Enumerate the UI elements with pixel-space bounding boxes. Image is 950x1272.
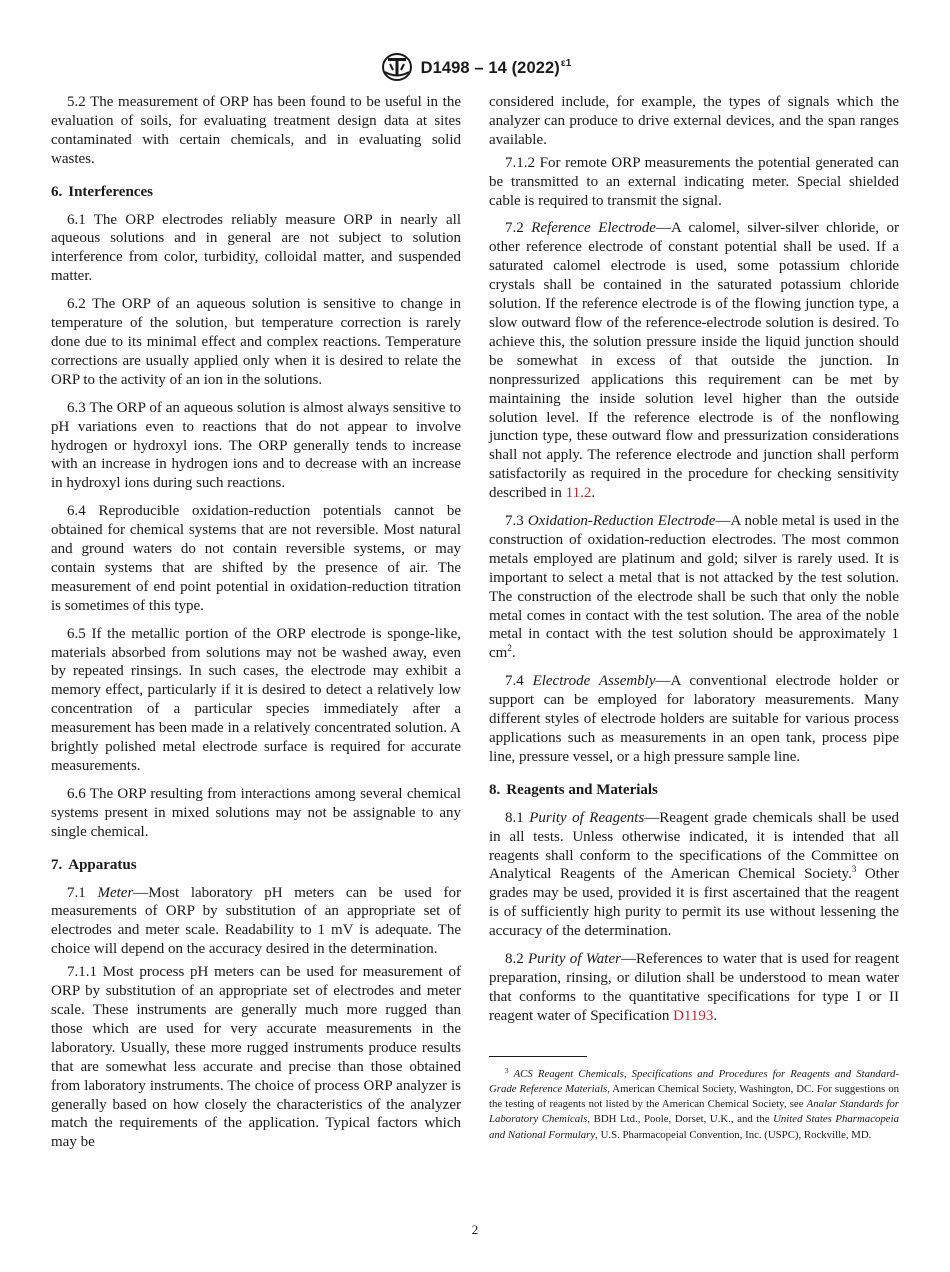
page-header [0,52,950,82]
page-number: 2 [471,1222,479,1237]
section-8-heading: 8. Reagents and Materials [489,781,658,798]
paragraph-7-2: 7.2 Reference Electrode—A calomel, silver-silver chloride, or other reference electrode of constant potential shall be used. If a saturated calomel electrode is used, some potassium chloride crystals shall be contained in the saturated potassium chloride solution. If the reference electrode is of the flowing junction type, a slow outward flow of the reference-electrode solution is desired. To achieve this, the solution pressure inside the liquid junction should be somewhat in excess of that outside the junction. In nonpressurized applications this requirement can be met by maintaining the inside solution level higher than the outside solution level. If the reference electrode is of the nonflowing junction type, these outward flow and pressurization considerations shall not apply. The reference electrode and junction shall perform satisfactorily as required in the procedure for checking sensitivity described in 11.2. [489,220,900,502]
section-6-heading: 6. Interferences [51,183,153,200]
astm-logo-icon [379,52,415,82]
paragraph-7-1-1-continued: considered include, for example, the types of signals which the analyzer can produce to drive external devices, and the span ranges available. [489,94,899,148]
paragraph-6-6: 6.6 The ORP resulting from interactions among several chemical systems present in mixed solutions may not be assignable to any single chemical. [51,785,461,840]
paragraph-7-1: 7.1 Meter—Most laboratory pH meters can be used for measurements of ORP by substitution of an appropriate set of electrodes and meter scale. Readability to 1 mV is adequate. The choice will depend on the accuracy desired in the determination. [51,884,462,958]
standard-designation: D1498 – 14 $(2022)^{\varepsilon 1}$ [420,58,572,77]
paragraph-7-1-2: 7.1.2 For remote ORP measurements the potential generated can be transmitted to an external indicating meter. Special shielded cable is required to transmit the signal. [489,154,899,209]
paragraph-8-1: 8.1 Purity of Reagents—Reagent grade chemicals shall be used in all tests. Unless otherwise indicated, it is intended that all reagents shall conform to the specifications of the Committee on Analytical Reagents of the American Chemical Society.$^3$ Other grades may be used, provided it is first ascertained that the reagent is of sufficiently high purity to permit its use without lessening the accuracy of the determination. [489,809,899,940]
footnote-3-marker[interactable]: 3 [851,864,857,875]
paragraph-7-4: 7.4 Electrode Assembly—A conventional electrode holder or support can be employed for laboratory measurements. Many different styles of electrode holders are suitable for various process applications such as measurements in an open tank, process pipe line, pressure vessel, or a high pressure sample line. [489,673,900,765]
paragraph-7-1-1: 7.1.1 Most process pH meters can be used for measurement of ORP by substitution of an appropriate set of electrodes and meter scale. These instruments are generally much more rugged than those which are used for very accurate measurements in the laboratory. Usually, these more rugged instruments produce results that are somewhat less accurate and precise than those obtained from laboratory instruments. The choice of process ORP analyzer is generally based on how closely the characteristics of the analyzer match the requirements of the application. Typical factors which may be [51,964,461,1151]
edition-mark: ε1 [560,58,572,69]
paragraph-6-3: 6.3 The ORP of an aqueous solution is almost always sensitive to pH variations even to reactions that do not appear to involve hydrogen or hydroxyl ions. The ORP generally tends to increase with an increase in hydrogen ions and to decrease with an increase in hydroxyl ions during such reactions. [51,399,461,492]
link-d1193[interactable]: D1193 [673,1007,714,1024]
footnote-3: $^3$ ACS Reagent Chemicals, Specifications and Procedures for Reagents and Standard-Grade Reference Materials, American Chemical Society, Washington, DC. For suggestions on the testing of reagents not listed by the American Chemical Society, see Analar Standards for Laboratory Chemicals, BDH Ltd., Poole, Dorset, U.K., and the United States Pharmacopeia and National Formulary, U.S. Pharmacopeial Convention, Inc. (USPC), Rockville, MD. [489,1066,900,1141]
paragraph-6-5: 6.5 If the metallic portion of the ORP electrode is sponge-like, materials absorbed from solutions may not be washed away, even by repeated rinsings. In such cases, the electrode may exhibit a memory effect, particularly if it is desired to detect a relatively low concentration of a particular species immediately after a measurement has been made in a relatively concentrated solution. A brightly polished metal electrode surface is required for accurate measurements. [51,625,461,774]
paragraph-6-4: 6.4 Reproducible oxidation-reduction potentials cannot be obtained for chemical systems that are not reversible. Most natural and ground waters do not contain reversible systems, or may contain systems that are shifted by the presence of air. The measurement of end point potential in oxidation-reduction titration is sometimes of this type. [51,503,461,614]
section-7-heading: 7. Apparatus [51,856,137,873]
right-column [489,93,899,1152]
paragraph-6-2: 6.2 The ORP of an aqueous solution is sensitive to change in temperature of the solution, but temperature correction is rarely done due to its minimal effect and complex reactions. Temperature corrections are usually applied only when it is desired to relate the ORP to the activity of an ion in the solutions. [51,296,461,388]
link-section-11-2[interactable]: 11.2 [565,485,592,502]
left-column [51,93,461,1161]
paragraph-6-1: 6.1 The ORP electrodes reliably measure ORP in nearly all aqueous solutions and in general are not subject to solution interference from color, turbidity, colloidal matter, and suspended matter. [51,211,461,285]
footnote-divider [489,1056,587,1057]
paragraph-5-2: 5.2 The measurement of ORP has been found to be useful in the evaluation of soils, for evaluating treatment design data at sites contaminated with certain chemicals, and in evaluating solid wastes. [51,94,461,167]
paragraph-7-3: 7.3 Oxidation-Reduction Electrode—A noble metal is used in the construction of oxidation-reduction electrodes. The most common metals employed are platinum and gold; silver is rarely used. It is important to select a metal that is not attacked by the test solution. The construction of the electrode shall be such that only the noble metal comes in contact with the test solution. The area of the noble metal in contact with the test solution should be approximately 1 cm$^2$. [489,513,900,662]
paragraph-8-2: 8.2 Purity of Water—References to water that is used for reagent preparation, rinsing, or dilution shall be understood to mean water that conforms to the quantitative specifications for type I or II reagent water of Specification D1193. [489,951,900,1024]
